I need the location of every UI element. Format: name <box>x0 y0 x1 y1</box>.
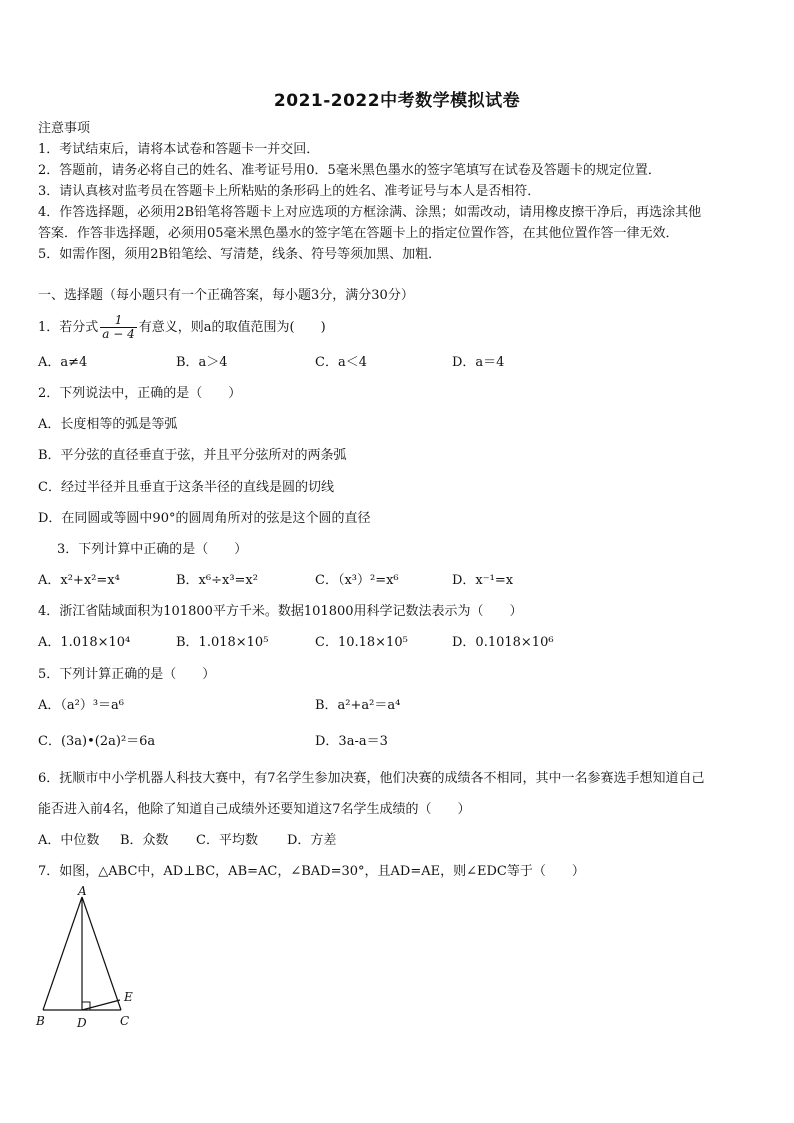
question-5-stem: 5．下列计算正确的是（ ） <box>38 667 216 682</box>
side-ac <box>82 897 121 1010</box>
figure-lines <box>43 897 121 1010</box>
q6-option-d: D．方差 <box>287 833 337 848</box>
q5-option-b: B．a²+a²＝a⁴ <box>315 698 401 713</box>
question-3-stem: 3．下列计算中正确的是（ ） <box>57 542 248 557</box>
fraction-denominator: a − 4 <box>102 327 135 341</box>
q5-option-c: C．(3a)•(2a)²＝6a <box>38 734 156 749</box>
q2-option-c: C．经过半径并且垂直于这条半径的直线是圆的切线 <box>38 480 334 495</box>
label-a: A <box>78 885 87 898</box>
side-ab <box>43 897 82 1010</box>
fraction-numerator: 1 <box>100 314 136 328</box>
label-d: D <box>77 1016 87 1030</box>
notice-item: 答案．作答非选择题，必须用05毫米黑色墨水的签字笔在答题卡上的指定位置作答，在其他位置作答一律无效． <box>38 226 679 241</box>
question-7-stem: 7．如图，△ABC中，AD⊥BC，AB=AC，∠BAD=30°，且AD=AE，则∠EDC等于（ ） <box>38 864 585 879</box>
q5-option-d: D．3a-a＝3 <box>315 734 388 749</box>
label-c: C <box>120 1014 130 1028</box>
notice-item: 5．如需作图，须用2B铅笔绘、写清楚，线条、符号等须加黑、加粗． <box>38 247 442 262</box>
q6-option-c: C．平均数 <box>196 833 258 848</box>
q4-option-d: D．0.1018×10⁶ <box>452 635 554 650</box>
q5-option-a: A．（a²）³＝a⁶ <box>38 698 125 713</box>
q1-option-a: A．a≠4 <box>38 355 88 370</box>
q6-option-a: A．中位数 <box>38 833 100 848</box>
q1-option-c: C．a＜4 <box>315 355 367 370</box>
q2-option-a: A．长度相等的弧是等弧 <box>38 417 178 432</box>
q3-option-c: C．（x³）²=x⁶ <box>315 573 399 588</box>
q1-prefix: 1．若分式 <box>38 320 99 335</box>
q3-option-b: B．x⁶÷x³=x² <box>176 573 258 588</box>
q3-option-d: D．x⁻¹=x <box>452 573 514 588</box>
question-2-stem: 2．下列说法中，正确的是（ ） <box>38 386 242 401</box>
notice-heading: 注意事项 <box>38 121 91 136</box>
triangle-figure <box>34 885 144 1035</box>
q4-option-c: C．10.18×10⁵ <box>315 635 408 650</box>
notice-item: 2．答题前，请务必将自己的姓名、准考证号用0．5毫米黑色墨水的签字笔填写在试卷及答题卡的规定位置． <box>38 163 661 178</box>
q2-option-d: D．在同圆或等圆中90°的圆周角所对的弦是这个圆的直径 <box>38 511 371 526</box>
question-1-stem <box>38 314 326 341</box>
question-6-stem-line-2: 能否进入前4名，他除了知道自己成绩外还要知道这7名学生成绩的（ ） <box>38 802 471 817</box>
exam-title: 2021-2022中考数学模拟试卷 <box>273 91 521 111</box>
label-e: E <box>124 990 133 1004</box>
q1-option-b: B．a＞4 <box>176 355 228 370</box>
q1-option-d: D．a＝4 <box>452 355 505 370</box>
q4-option-a: A．1.018×10⁴ <box>38 635 131 650</box>
q1-suffix: 有意义，则a的取值范围为( ) <box>138 320 326 335</box>
fraction <box>100 314 136 341</box>
question-4-stem: 4．浙江省陆域面积为101800平方千米。数据101800用科学记数法表示为（ ） <box>38 604 523 619</box>
q4-option-b: B．1.018×10⁵ <box>176 635 269 650</box>
section-heading: 一、选择题（每小题只有一个正确答案，每小题3分，满分30分） <box>38 288 414 303</box>
q2-option-b: B．平分弦的直径垂直于弦，并且平分弦所对的两条弧 <box>38 448 347 463</box>
notice-item: 4．作答选择题，必须用2B铅笔将答题卡上对应选项的方框涂满、涂黑；如需改动，请用橡皮擦干净后，再选涂其他 <box>38 205 702 220</box>
q3-option-a: A．x²+x²=x⁴ <box>38 573 120 588</box>
notice-item: 3．请认真核对监考员在答题卡上所粘贴的条形码上的姓名、准考证号与本人是否相符． <box>38 184 541 199</box>
q6-option-b: B．众数 <box>120 833 169 848</box>
question-6-stem-line-1: 6．抚顺市中小学机器人科技大赛中，有7名学生参加决赛，他们决赛的成绩各不相同，其中一名参赛选手想知道自己 <box>38 771 705 786</box>
label-b: B <box>36 1014 45 1028</box>
notice-item: 1．考试结束后，请将本试卷和答题卡一并交回． <box>38 142 320 157</box>
